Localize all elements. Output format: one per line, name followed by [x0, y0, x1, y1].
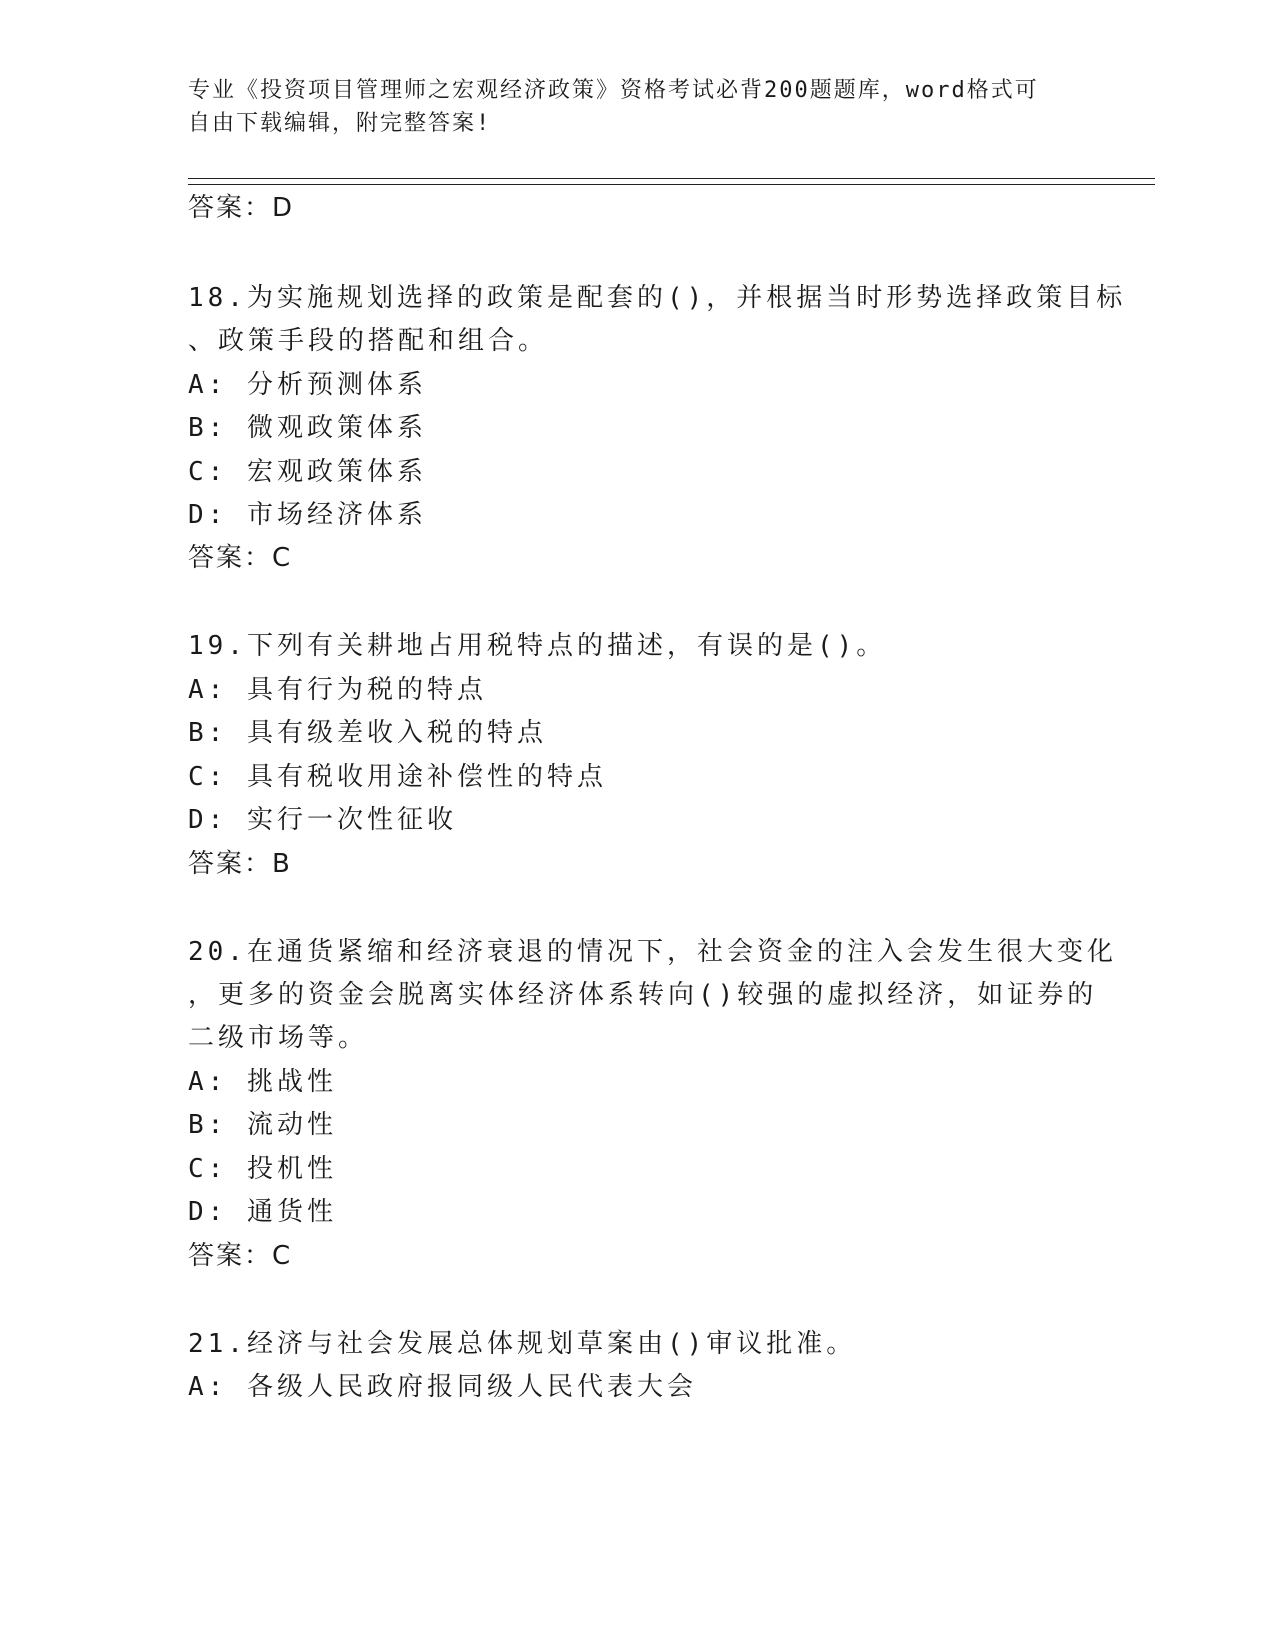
option-a: A: 挑战性	[188, 1067, 337, 1097]
option-c: C: 具有税收用途补偿性的特点	[188, 762, 607, 792]
answer: 答案：C	[188, 543, 293, 573]
option-c: C: 宏观政策体系	[188, 457, 427, 487]
question-stem-line: 20.在通货紧缩和经济衰退的情况下，社会资金的注入会发生很大变化	[188, 937, 1117, 967]
document-header	[188, 74, 1088, 140]
option-d: D: 通货性	[188, 1197, 337, 1227]
option-b: B: 微观政策体系	[188, 413, 427, 443]
answer-prev: 答案：D	[188, 193, 295, 223]
question-stem-line: ，更多的资金会脱离实体经济体系转向()较强的虚拟经济，如证券的	[188, 980, 1098, 1010]
option-d: D: 实行一次性征收	[188, 805, 457, 835]
header-divider-top	[188, 178, 1155, 179]
option-c: C: 投机性	[188, 1154, 337, 1184]
option-b: B: 流动性	[188, 1110, 337, 1140]
header-line-1: 专业《投资项目管理师之宏观经济政策》资格考试必背200题题库，word格式可	[188, 78, 1039, 103]
question-stem-line: 、政策手段的搭配和组合。	[188, 326, 549, 356]
question-stem-line: 21.经济与社会发展总体规划草案由()审议批准。	[188, 1329, 857, 1359]
question-stem-line: 18.为实施规划选择的政策是配套的()，并根据当时形势选择政策目标	[188, 283, 1127, 313]
question-stem-line: 二级市场等。	[188, 1023, 369, 1053]
header-divider-bottom	[188, 184, 1155, 185]
answer: 答案：B	[188, 849, 292, 879]
option-b: B: 具有级差收入税的特点	[188, 718, 547, 748]
answer: 答案：C	[188, 1241, 293, 1271]
header-line-2: 自由下载编辑，附完整答案!	[188, 111, 492, 136]
option-a: A: 各级人民政府报同级人民代表大会	[188, 1372, 697, 1402]
question-stem-line: 19.下列有关耕地占用税特点的描述，有误的是()。	[188, 631, 887, 661]
option-a: A: 分析预测体系	[188, 370, 427, 400]
option-a: A: 具有行为税的特点	[188, 675, 487, 705]
option-d: D: 市场经济体系	[188, 500, 427, 530]
